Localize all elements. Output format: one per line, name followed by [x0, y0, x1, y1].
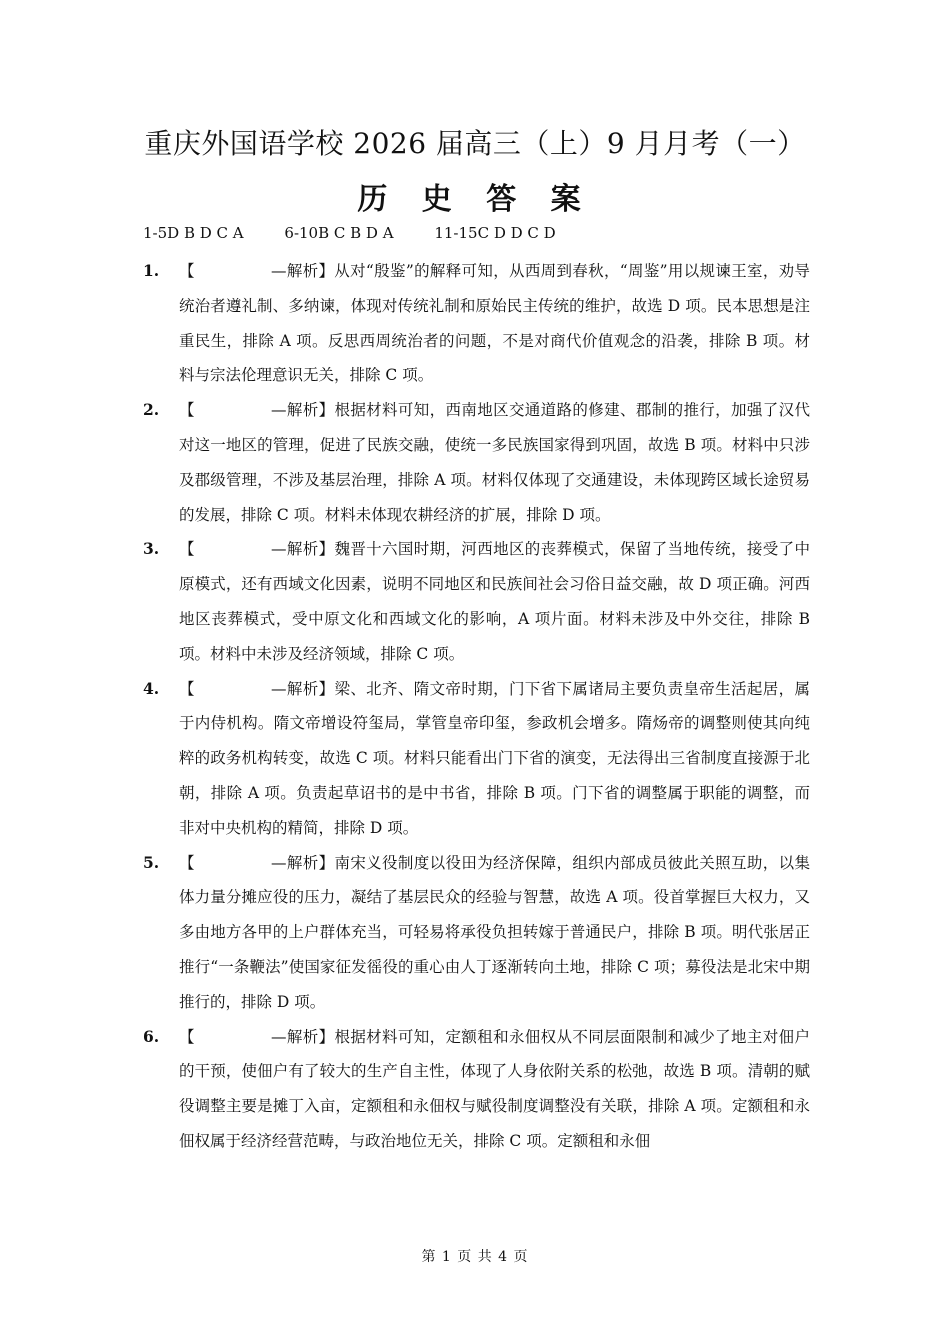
explanation-item	[143, 1020, 810, 1159]
explanation-item	[143, 846, 810, 1020]
explanation-item	[143, 672, 810, 846]
item-bracket: 【	[179, 1027, 195, 1046]
answer-key	[143, 224, 592, 242]
item-bracket: 【	[179, 853, 195, 872]
item-number: 2.	[143, 400, 160, 420]
answer-key-group: 1-5D B D C A	[143, 224, 244, 242]
item-text: —解析】从对“殷鉴”的解释可知，从西周到春秋，“周鉴”用以规谏王室，劝导统治者遵礼制、多纳谏，体现对传统礼制和原始民主传统的维护，故选 D 项。民本思想是注重民生，排除 A 项。反思西周统治者的问题，不是对商代价值观念的沿袭，排除 B 项。材料与宗法伦理意识无关，排除 C 项。	[179, 262, 810, 385]
item-bracket: 【	[179, 540, 195, 559]
item-number: 1.	[143, 261, 160, 280]
item-text: —解析】根据材料可知，西南地区交通道路的修建、郡制的推行，加强了汉代对这一地区的管理，促进了民族交融，使统一多民族国家得到巩固，故选 B 项。材料中只涉及郡级管理，不涉及基层治理，排除 A 项。材料仅体现了交通建设，未体现跨区域长途贸易的发展，排除 C 项。材料未体现农耕经济的扩展，排除 D 项。	[179, 401, 810, 524]
item-number: 5.	[143, 852, 160, 872]
answer-key-group: 6-10B C B D A	[284, 224, 394, 242]
item-number: 6.	[143, 1026, 160, 1046]
item-text: —解析】梁、北齐、隋文帝时期，门下省下属诸局主要负责皇帝生活起居，属于内侍机构。隋文帝增设符玺局，掌管皇帝印玺，参政机会增多。隋炀帝的调整则使其向纯粹的政务机构转变，故选 C 项。材料只能看出门下省的演变，无法得出三省制度直接源于北朝，排除 A 项。负责起草诏书的是中书省，排除 B 项。门下省的调整属于职能的调整，而非对中央机构的精简，排除 D 项。	[179, 679, 810, 837]
explanation-item	[143, 532, 810, 671]
answer-key-group: 11-15C D D C D	[434, 224, 556, 242]
page-title: 重庆外国语学校 2026 届高三（上）9 月月考（一）	[144, 127, 806, 160]
explanation-item	[143, 393, 810, 532]
item-bracket: 【	[179, 679, 195, 698]
page-footer: 第 1 页 共 4 页	[421, 1249, 529, 1265]
explanation-list	[143, 254, 810, 1159]
item-text: —解析】根据材料可知，定额租和永佃权从不同层面限制和减少了地主对佃户的干预，使佃户有了较大的生产自主性，体现了人身依附关系的松弛，故选 B 项。清朝的赋役调整主要是摊丁入亩，定额租和永佃权与赋役制度调整没有关联，排除 A 项。定额租和永佃权属于经济经营范畴，与政治地位无关，排除 C 项。定额租和永佃	[179, 1027, 810, 1150]
item-number: 4.	[143, 678, 160, 698]
item-bracket: 【	[179, 262, 195, 280]
page-subtitle: 历 史 答 案	[357, 182, 593, 217]
explanation-item	[143, 254, 810, 393]
item-text: —解析】南宋义役制度以役田为经济保障，组织内部成员彼此关照互助，以集体力量分摊应役的压力，凝结了基层民众的经验与智慧，故选 A 项。役首掌握巨大权力，又多由地方各甲的上户群体充当，可轻易将承役负担转嫁于普通民户，排除 B 项。明代张居正推行“一条鞭法”使国家征发徭役的重心由人丁逐渐转向土地，排除 C 项；募役法是北宋中期推行的，排除 D 项。	[179, 853, 810, 1011]
item-number: 3.	[143, 539, 160, 559]
item-bracket: 【	[179, 401, 195, 420]
item-text: —解析】魏晋十六国时期，河西地区的丧葬模式，保留了当地传统，接受了中原模式，还有西域文化因素，说明不同地区和民族间社会习俗日益交融，故 D 项正确。河西地区丧葬模式，受中原文化和西域文化的影响，A 项片面。材料未涉及中外交往，排除 B 项。材料中未涉及经济领域，排除 C 项。	[179, 540, 810, 663]
